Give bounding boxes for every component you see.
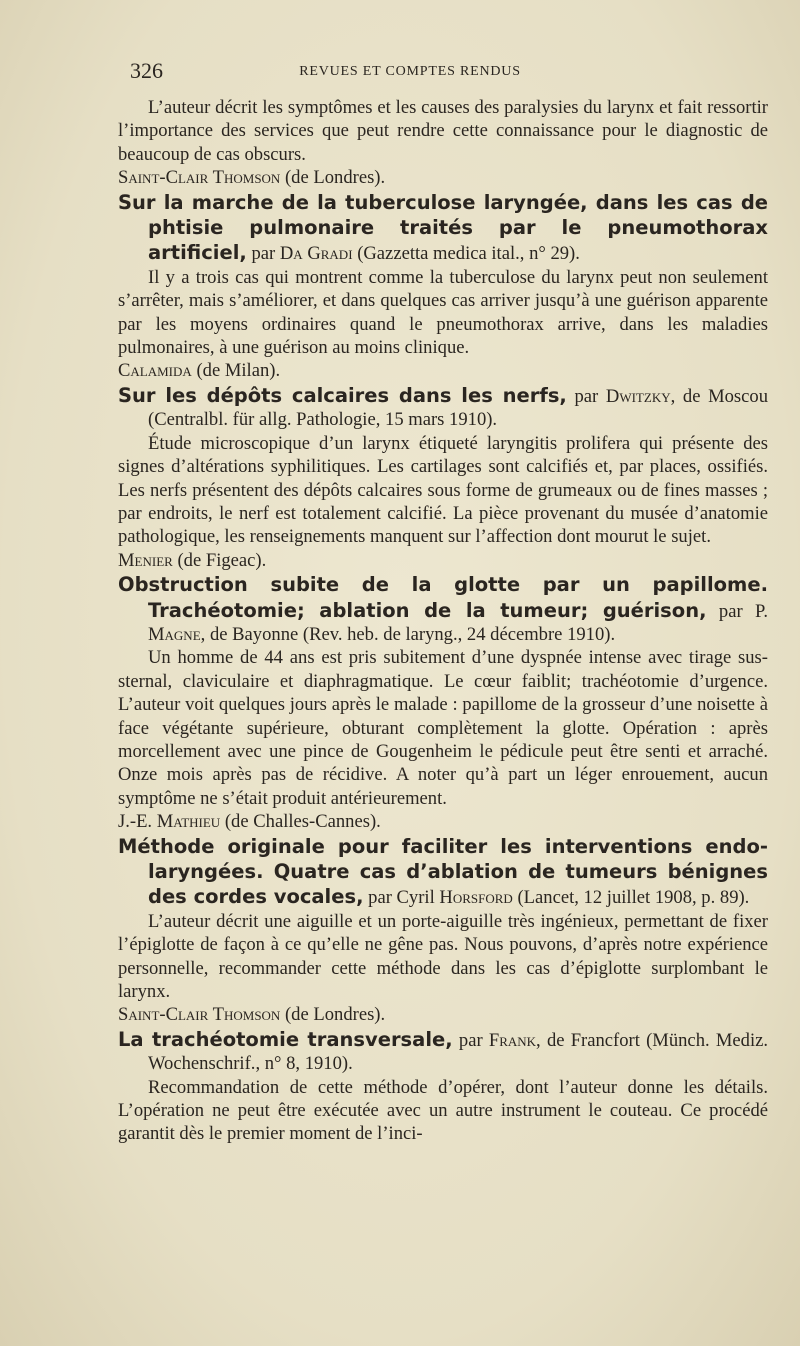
review-author-5: Horsford (439, 887, 513, 909)
signature-4-name: J.-E. Mathieu (118, 811, 221, 833)
paragraph-intro: L’auteur décrit les symptômes et les causes des paralysies du larynx et fait ressortir l’importance des services que peut rendre cette connaissance pour le diagnostic de beaucoup de cas obscurs. (118, 97, 768, 165)
review-par-2: par (251, 243, 276, 265)
signature-4 (118, 810, 768, 833)
review-source-6: de Francfort (Münch. Mediz. Wochenschrif., n° 8, 1910). (148, 1029, 769, 1075)
review-heading-2 (118, 190, 768, 266)
page-header (130, 58, 770, 88)
review-source-4: de Bayonne (Rev. heb. de laryng., 24 décembre 1910). (209, 623, 616, 645)
article-body (118, 96, 768, 1146)
review-author-4: Magne, (148, 623, 206, 645)
signature-3-place: (de Figeac). (177, 549, 267, 571)
review-text-2: Il y a trois cas qui montrent comme la tuberculose du larynx peut non seulement s’arrêter, mais s’améliorer, et dans quelques cas arriver jusqu’à une guérison apparente par les moyens ordinaires quand le pneumothorax arrive, dans les maladies pulmonaires, à une guérison au moins clinique. (118, 266, 768, 359)
review-par-5: par Cyril (368, 887, 435, 909)
review-title-4: Obstruction subite de la glotte par un papillome. Trachéotomie; ablation de la tumeur; guérison, (118, 573, 768, 622)
review-author-3: Dwitzky, (605, 385, 676, 407)
signature-1 (118, 166, 768, 189)
signature-2-place: (de Milan). (196, 360, 281, 382)
review-author-2: Da Gradi (279, 243, 353, 265)
review-heading-5 (118, 834, 768, 910)
review-text-5: L’auteur décrit une aiguille et un porte-aiguille très ingénieux, permettant de fixer l’épiglotte de façon à ce qu’elle ne gêne pas. Nous pouvons, d’après notre expérience personnelle, recommander cette méthode dans les cas d’épiglotte surplombant le larynx. (118, 910, 768, 1003)
review-par-3: par (574, 385, 599, 407)
review-author-6: Frank, (488, 1029, 541, 1051)
page-number: 326 (130, 58, 163, 83)
review-source-2: (Gazzetta medica ital., n° 29). (357, 243, 580, 265)
review-text-6: Recommandation de cette méthode d’opérer, dont l’auteur donne les détails. L’opération ne peut être exécutée avec un autre instrument le couteau. Ce procédé garantit dès le premier moment de l’inci- (118, 1076, 768, 1145)
signature-1-name: Saint-Clair Thomson (118, 167, 281, 189)
signature-2 (118, 359, 768, 382)
review-text-4: Un homme de 44 ans est pris subitement d’une dyspnée intense avec tirage sus-sternal, claviculaire et diaphragmatique. Le cœur faiblit; trachéotomie d’urgence. L’auteur voit quelques jours après le malade : papillome de la grosseur d’une noisette à face végétante supérieure, obturant complètement la glotte. Opération : après morcellement avec une pince de Gougenheim le pédicule peut être senti et arraché. Onze mois après pas de récidive. A noter qu’à part un léger enrouement, aucun symptôme ne s’était produit antérieurement. (118, 647, 768, 809)
review-title-2: Sur la marche de la tuberculose laryngée, dans les cas de phtisie pulmonaire traités par le pneumothorax artificiel, (118, 190, 768, 265)
review-heading-6 (118, 1027, 768, 1076)
review-title-5: Méthode originale pour faciliter les interventions endo-laryngées. Quatre cas d’ablation de tumeurs bénignes des cordes vocales, (118, 834, 768, 909)
signature-4-place: (de Challes-Cannes). (224, 811, 381, 833)
review-source-3: de Moscou (Centralbl. für allg. Pathologie, 15 mars 1910). (148, 385, 769, 431)
signature-2-name: Calamida (118, 360, 192, 382)
review-par-4: par P. (718, 600, 768, 622)
signature-3 (118, 549, 768, 572)
review-title-3: Sur les dépôts calcaires dans les nerfs, (118, 383, 567, 407)
review-text-3: Étude microscopique d’un larynx étiqueté laryngitis prolifera qui présente des signes d’altérations syphilitiques. Les cartilages sont calcifiés et, par places, ossifiés. Les nerfs présentent des dépôts calcaires sous forme de grumeaux ou de fines masses ; par endroits, le nerf est totalement calcifié. La pièce provenant du musée d’anatomie pathologique, les renseignements manquent sur l’affection dont mourut le sujet. (118, 432, 768, 548)
signature-3-name: Menier (118, 549, 173, 571)
signature-5-place: (de Londres). (284, 1004, 386, 1026)
review-source-5: (Lancet, 12 juillet 1908, p. 89). (517, 887, 750, 909)
review-heading-3 (118, 383, 768, 432)
signature-1-place: (de Londres). (284, 167, 386, 189)
signature-5-name: Saint-Clair Thomson (118, 1004, 281, 1026)
running-head: REVUES ET COMPTES RENDUS (299, 64, 521, 79)
review-par-6: par (458, 1029, 483, 1051)
signature-5 (118, 1003, 768, 1026)
review-title-6: La trachéotomie transversale, (118, 1027, 453, 1051)
review-heading-4 (118, 572, 768, 646)
